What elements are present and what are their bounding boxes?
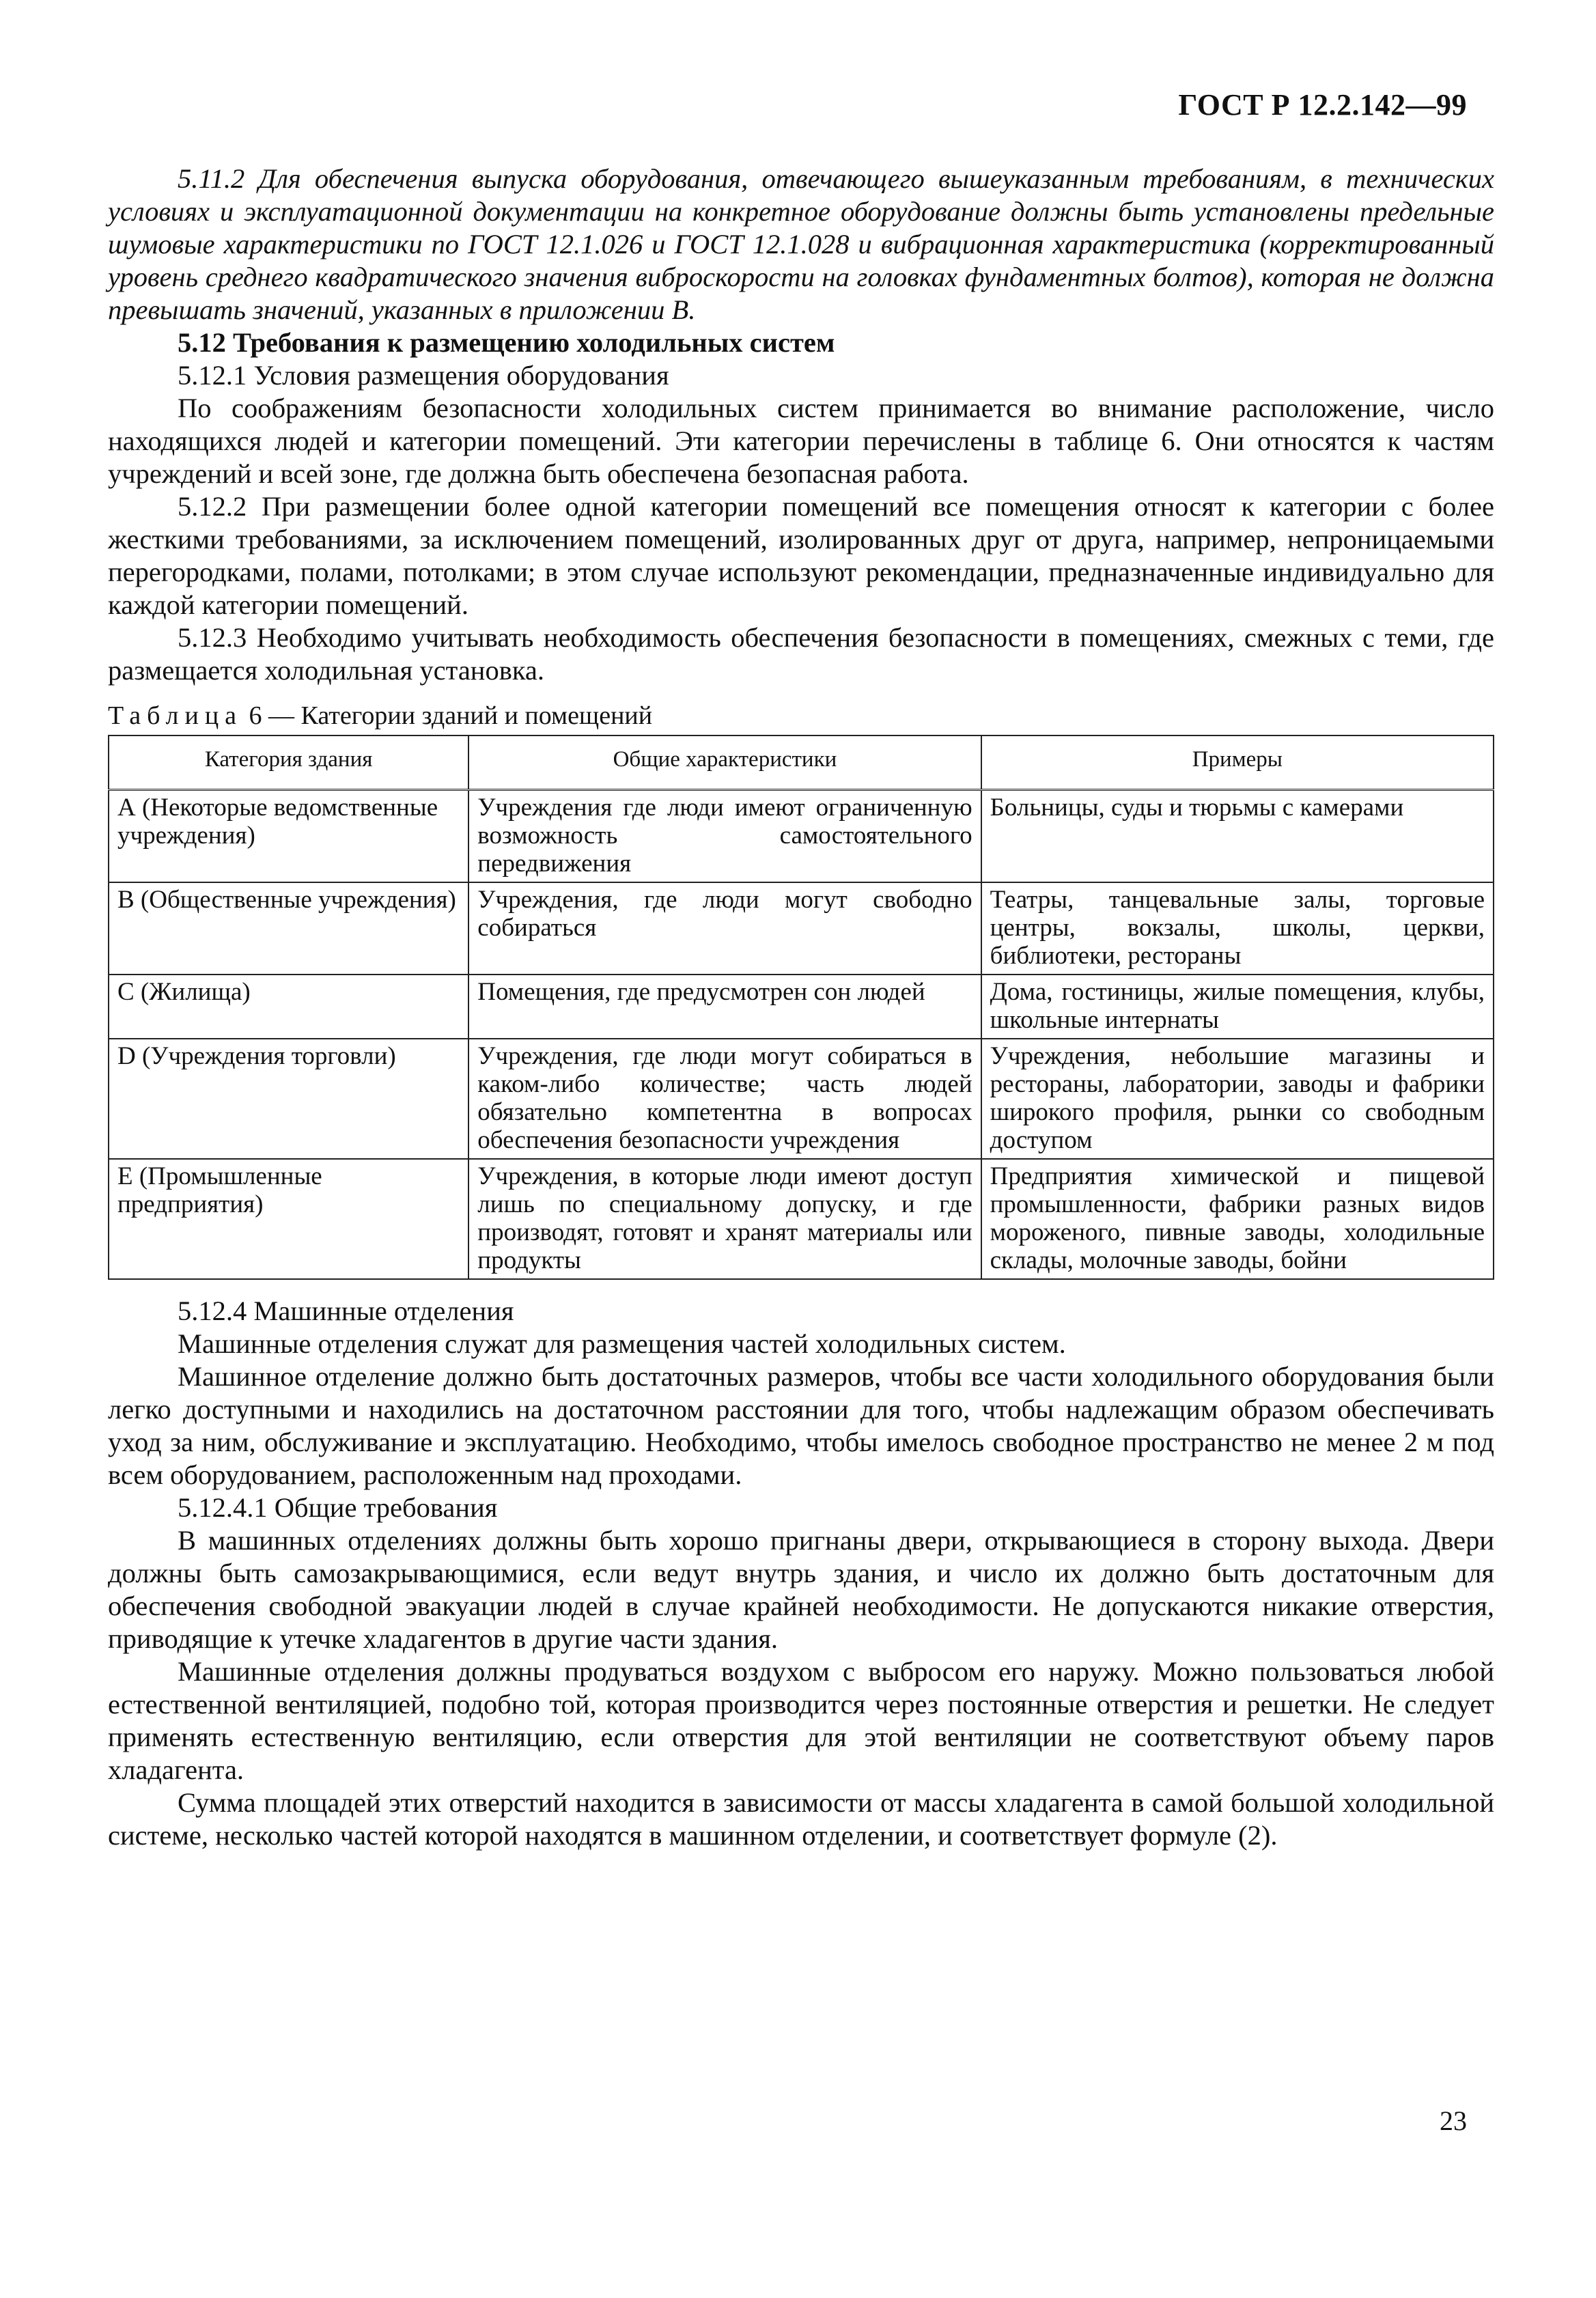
section-heading-5-12: 5.12 Требования к размещению холодильных систем bbox=[178, 327, 835, 358]
cell-category: А (Некоторые ведомственные учреждения) bbox=[109, 790, 468, 883]
cell-category: В (Общественные учреждения) bbox=[109, 882, 468, 975]
table-row bbox=[109, 790, 1494, 883]
page-number: 23 bbox=[1440, 2105, 1467, 2136]
paragraph-doors: В машинных отделениях должны быть хорошо пригнаны двери, открывающиеся в сторону выхода. Двери должны быть самозакрывающимися, если ведут внутрь здания, и число их должно быть достаточным для обеспечения свободной эвакуации людей в случае крайней необходимости. Не допускаются никакие отверстия, приводящие к утечке хладагентов в другие части здания. bbox=[108, 1525, 1494, 1654]
table-header-row bbox=[109, 735, 1494, 790]
cell-examples: Учреждения, небольшие магазины и рестораны, лаборатории, заводы и фабрики широкого профиля, рынки со свободным доступом bbox=[981, 1039, 1494, 1159]
cell-characteristics: Помещения, где предусмотрен сон людей bbox=[468, 975, 981, 1039]
document-body bbox=[108, 163, 1494, 1852]
cell-characteristics: Учреждения, в которые люди имеют доступ лишь по специальному допуску, и где производят, готовят и хранят материалы или продукты bbox=[468, 1159, 981, 1279]
table-caption-label: Таблица bbox=[108, 701, 243, 730]
paragraph-5-12-2: 5.12.2 При размещении более одной категории помещений все помещения относят к категории с более жесткими требованиями, за исключением помещений, изолированных друг от друга, например, непроницаемыми перегородками, полами, потолками; в этом случае используют рекомендации, предназначенные индивидуально для каждой категории помещений. bbox=[108, 491, 1494, 620]
header-characteristics: Общие характеристики bbox=[468, 735, 981, 790]
header-examples: Примеры bbox=[981, 735, 1494, 790]
paragraph-5-12-3: 5.12.3 Необходимо учитывать необходимость обеспечения безопасности в помещениях, смежных с теми, где размещается холодильная установка. bbox=[108, 622, 1494, 686]
subsection-heading-5-12-4-1: 5.12.4.1 Общие требования bbox=[178, 1492, 498, 1523]
subsection-heading-5-12-1: 5.12.1 Условия размещения оборудования bbox=[178, 360, 669, 391]
cell-category: С (Жилища) bbox=[109, 975, 468, 1039]
table-row bbox=[109, 882, 1494, 975]
table-caption-title: — Категории зданий и помещений bbox=[268, 701, 653, 730]
cell-examples: Предприятия химической и пищевой промышленности, фабрики разных видов мороженого, пивные заводы, холодильные склады, молочные заводы, бойни bbox=[981, 1159, 1494, 1279]
paragraph-safety: По соображениям безопасности холодильных систем принимается во внимание расположение, число находящихся людей и категории помещений. Эти категории перечислены в таблице 6. Они относятся к частям учреждений и всей зоне, где должна быть обеспечена безопасная работа. bbox=[108, 393, 1494, 489]
subsection-heading-5-12-4: 5.12.4 Машинные отделения bbox=[178, 1295, 514, 1326]
cell-examples: Больницы, суды и тюрьмы с камерами bbox=[981, 790, 1494, 883]
table-caption bbox=[108, 699, 1494, 732]
machine-rooms-section bbox=[108, 1295, 1494, 1852]
cell-characteristics: Учреждения где люди имеют ограниченную возможность самостоятельного передвижения bbox=[468, 790, 981, 883]
paragraph-machine-rooms-purpose: Машинные отделения служат для размещения частей холодильных систем. bbox=[178, 1328, 1066, 1359]
table-row bbox=[109, 975, 1494, 1039]
paragraph-ventilation: Машинные отделения должны продуваться воздухом с выбросом его наружу. Можно пользоваться любой естественной вентиляцией, подобно той, которая производится через постоянные отверстия и решетки. Не следует применять естественную вентиляцию, если отверстия для этой вентиляции не соответствуют объему паров хладагента. bbox=[108, 1656, 1494, 1785]
document-header-id: ГОСТ Р 12.2.142—99 bbox=[1178, 88, 1467, 122]
cell-characteristics: Учреждения, где люди могут собираться в каком-либо количестве; часть людей обязательно компетентна в вопросах обеспечения безопасности учреждения bbox=[468, 1039, 981, 1159]
building-categories-table bbox=[108, 735, 1494, 1280]
header-category: Категория здания bbox=[109, 735, 468, 790]
cell-category: Е (Промышленные предприятия) bbox=[109, 1159, 468, 1279]
paragraph-machine-rooms-size: Машинное отделение должно быть достаточных размеров, чтобы все части холодильного оборудования были легко доступными и находились на достаточном расстоянии для того, чтобы надлежащим образом обеспечивать уход за ним, обслуживание и эксплуатацию. Необходимо, чтобы имелось свободное пространство не менее 2 м под всем оборудованием, расположенным над проходами. bbox=[108, 1361, 1494, 1490]
cell-category: D (Учреждения торговли) bbox=[109, 1039, 468, 1159]
cell-characteristics: Учреждения, где люди могут свободно собираться bbox=[468, 882, 981, 975]
cell-examples: Театры, танцевальные залы, торговые центры, вокзалы, школы, церкви, библиотеки, рестораны bbox=[981, 882, 1494, 975]
table-row bbox=[109, 1159, 1494, 1279]
paragraph-openings-area: Сумма площадей этих отверстий находится в зависимости от массы хладагента в самой большой холодильной системе, несколько частей которой находятся в машинном отделении, и соответствует формуле (2). bbox=[108, 1787, 1494, 1851]
table-row bbox=[109, 1039, 1494, 1159]
cell-examples: Дома, гостиницы, жилые помещения, клубы, школьные интернаты bbox=[981, 975, 1494, 1039]
paragraph-5-11-2: 5.11.2 Для обеспечения выпуска оборудования, отвечающего вышеуказанным требованиям, в технических условиях и эксплуатационной документации на конкретное оборудование должны быть установлены предельные шумовые характеристики по ГОСТ 12.1.026 и ГОСТ 12.1.028 и вибрационная характеристика (корректированный уровень среднего квадратического значения виброскорости на головках фундаментных болтов), которая не должна превышать значений, указанных в приложении В. bbox=[108, 163, 1494, 325]
table-caption-number: 6 bbox=[249, 701, 262, 730]
